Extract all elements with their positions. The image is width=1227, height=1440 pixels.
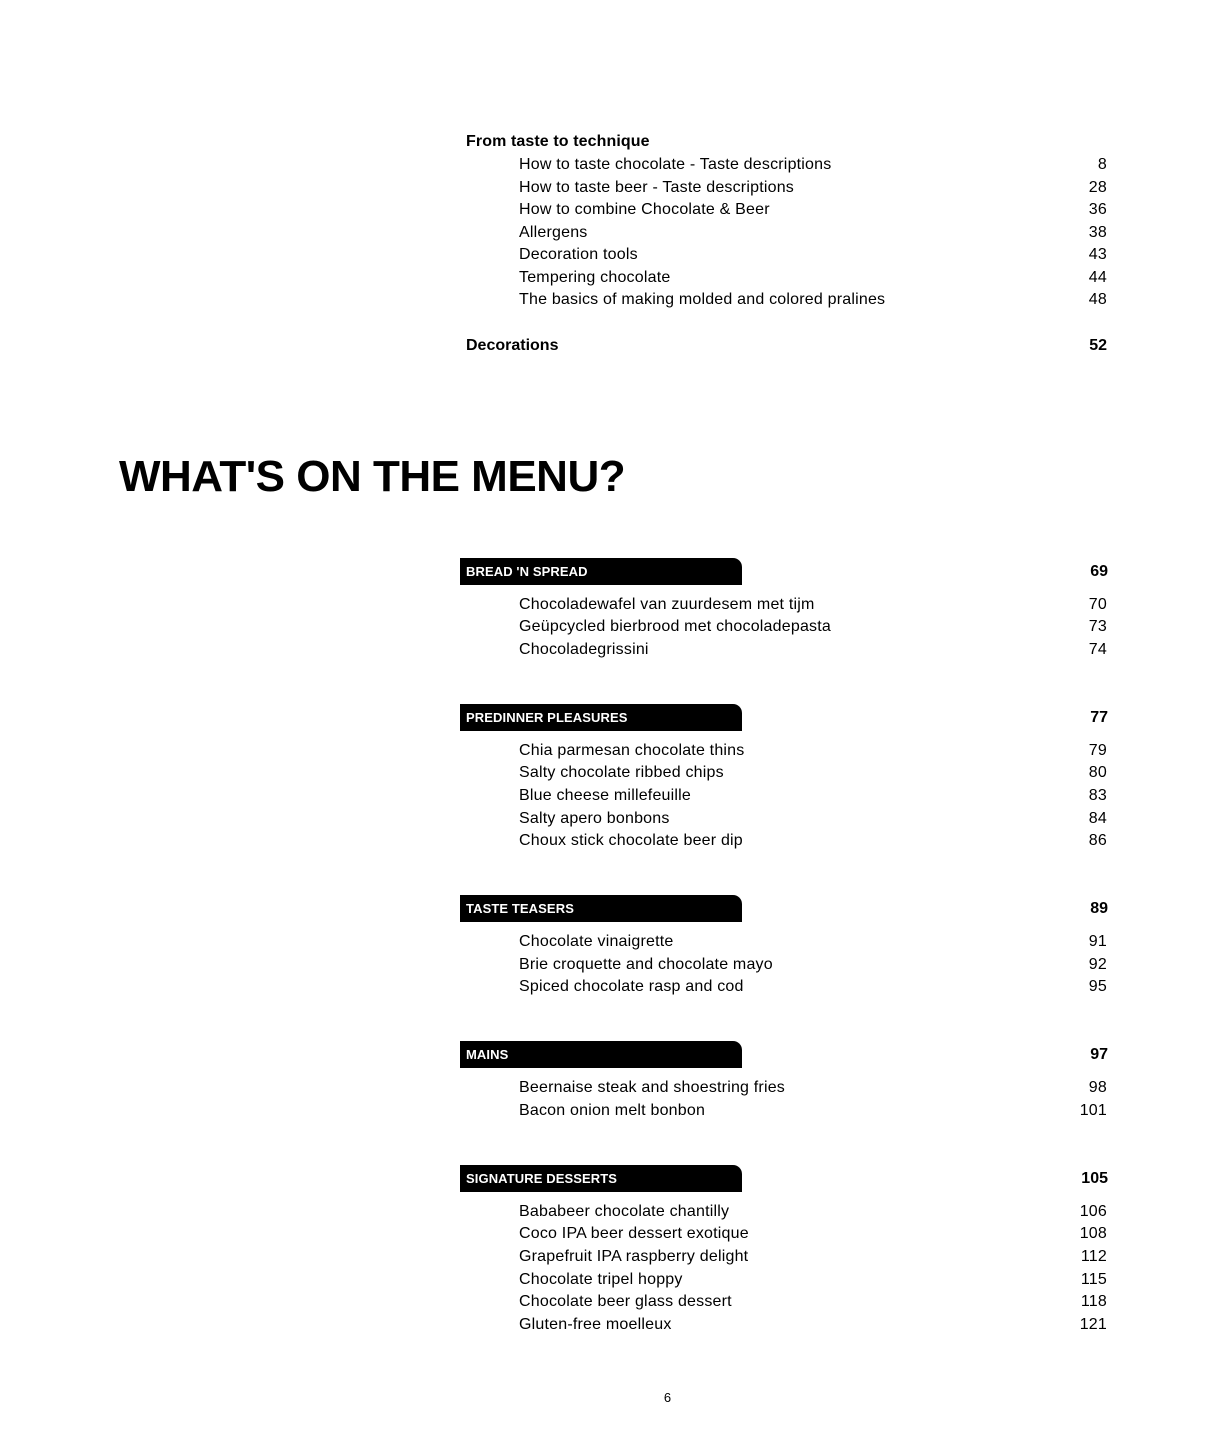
toc-decorations-page: 52: [1089, 337, 1107, 354]
menu-item[interactable]: [519, 785, 1107, 807]
menu-item-title: Bababeer chocolate chantilly: [519, 1203, 730, 1220]
toc-entry-title: The basics of making molded and colored pralines: [519, 291, 886, 308]
menu-item-title: Chocolate beer glass dessert: [519, 1293, 732, 1310]
menu-item-page: 101: [1079, 1102, 1107, 1119]
menu-item-page: 73: [1088, 618, 1107, 635]
page-number: 6: [663, 1390, 672, 1405]
menu-item-page: 86: [1088, 832, 1107, 849]
menu-item-title: Bacon onion melt bonbon: [519, 1102, 706, 1119]
section-header-label: PREDINNER PLEASURES: [466, 710, 628, 725]
toc-entry-title: How to taste chocolate - Taste descriptions: [519, 156, 832, 173]
toc-entry[interactable]: [519, 222, 1107, 244]
toc-entry-title: How to taste beer - Taste descriptions: [519, 179, 794, 196]
toc-entry-page: 8: [1097, 156, 1107, 173]
menu-item[interactable]: [519, 616, 1107, 638]
menu-item[interactable]: [519, 954, 1107, 976]
section-header-bar[interactable]: [460, 1041, 742, 1068]
menu-item-title: Salty apero bonbons: [519, 810, 670, 827]
menu-item-title: Grapefruit IPA raspberry delight: [519, 1248, 749, 1265]
menu-item[interactable]: [519, 1269, 1107, 1291]
toc-entry[interactable]: [519, 154, 1107, 176]
toc-entry-page: 43: [1088, 246, 1107, 263]
section-header-label: SIGNATURE DESSERTS: [466, 1171, 618, 1186]
toc-entry-page: 28: [1088, 179, 1107, 196]
menu-item-title: Salty chocolate ribbed chips: [519, 764, 724, 781]
section-page: 89: [1090, 900, 1108, 917]
toc-entry[interactable]: [519, 199, 1107, 221]
menu-item[interactable]: [519, 808, 1107, 830]
section-page: 97: [1090, 1046, 1108, 1063]
section-header-bar[interactable]: [460, 895, 742, 922]
toc-entry-title: How to combine Chocolate & Beer: [519, 201, 770, 218]
menu-item-title: Chocolate vinaigrette: [519, 933, 674, 950]
section-page: 69: [1090, 563, 1108, 580]
menu-item-title: Blue cheese millefeuille: [519, 787, 692, 804]
toc-entry[interactable]: [519, 177, 1107, 199]
section-header-bar[interactable]: [460, 1165, 742, 1192]
menu-item-title: Chia parmesan chocolate thins: [519, 742, 745, 759]
menu-item[interactable]: [519, 1291, 1107, 1313]
menu-item-title: Choux stick chocolate beer dip: [519, 832, 743, 849]
menu-item[interactable]: [519, 830, 1107, 852]
menu-item[interactable]: [519, 1223, 1107, 1245]
section-header-label: BREAD 'N SPREAD: [466, 564, 588, 579]
menu-item-page: 121: [1079, 1316, 1107, 1333]
menu-item-title: Chocolate tripel hoppy: [519, 1271, 683, 1288]
menu-item-page: 84: [1088, 810, 1107, 827]
menu-item-page: 108: [1079, 1225, 1107, 1242]
menu-item-page: 80: [1088, 764, 1107, 781]
menu-item-page: 115: [1080, 1271, 1107, 1288]
toc-decorations-title: Decorations: [466, 337, 559, 354]
menu-item[interactable]: [519, 1246, 1107, 1268]
toc-entry-page: 36: [1088, 201, 1107, 218]
section-page: 105: [1081, 1170, 1108, 1187]
menu-item-title: Coco IPA beer dessert exotique: [519, 1225, 749, 1242]
menu-item[interactable]: [519, 931, 1107, 953]
section-header-label: TASTE TEASERS: [466, 901, 574, 916]
menu-item-page: 79: [1088, 742, 1107, 759]
toc-entry-title: Decoration tools: [519, 246, 638, 263]
menu-item[interactable]: [519, 740, 1107, 762]
toc-entry-page: 48: [1088, 291, 1107, 308]
toc-entry-page: 38: [1088, 224, 1107, 241]
menu-item-page: 74: [1088, 641, 1107, 658]
menu-item-title: Chocoladegrissini: [519, 641, 649, 658]
page-title: WHAT'S ON THE MENU?: [119, 452, 626, 501]
menu-item[interactable]: [519, 976, 1107, 998]
menu-item[interactable]: [519, 762, 1107, 784]
menu-item-title: Chocoladewafel van zuurdesem met tijm: [519, 596, 815, 613]
menu-item[interactable]: [519, 1077, 1107, 1099]
intro-heading: From taste to technique: [466, 133, 650, 150]
toc-entry-title: Allergens: [519, 224, 588, 241]
menu-item-page: 98: [1088, 1079, 1107, 1096]
menu-item-page: 92: [1088, 956, 1107, 973]
menu-item[interactable]: [519, 639, 1107, 661]
toc-entry[interactable]: [519, 289, 1107, 311]
section-page: 77: [1090, 709, 1108, 726]
menu-item[interactable]: [519, 1201, 1107, 1223]
toc-entry-page: 44: [1088, 269, 1107, 286]
section-header-bar[interactable]: [460, 558, 742, 585]
toc-entry[interactable]: [519, 244, 1107, 266]
menu-item-title: Beernaise steak and shoestring fries: [519, 1079, 786, 1096]
section-header-label: MAINS: [466, 1047, 509, 1062]
menu-item-title: Geüpcycled bierbrood met chocoladepasta: [519, 618, 831, 635]
menu-item-title: Gluten-free moelleux: [519, 1316, 672, 1333]
menu-item[interactable]: [519, 1100, 1107, 1122]
toc-decorations[interactable]: [466, 335, 1107, 357]
menu-item-page: 83: [1088, 787, 1107, 804]
menu-item-page: 70: [1088, 596, 1107, 613]
menu-item-page: 95: [1088, 978, 1107, 995]
menu-item[interactable]: [519, 594, 1107, 616]
menu-item[interactable]: [519, 1314, 1107, 1336]
section-header-bar[interactable]: [460, 704, 742, 731]
menu-item-title: Spiced chocolate rasp and cod: [519, 978, 744, 995]
menu-item-page: 118: [1080, 1293, 1107, 1310]
toc-entry-title: Tempering chocolate: [519, 269, 671, 286]
toc-entry[interactable]: [519, 267, 1107, 289]
menu-item-page: 112: [1080, 1248, 1107, 1265]
menu-item-page: 106: [1079, 1203, 1107, 1220]
menu-item-title: Brie croquette and chocolate mayo: [519, 956, 773, 973]
menu-item-page: 91: [1088, 933, 1107, 950]
